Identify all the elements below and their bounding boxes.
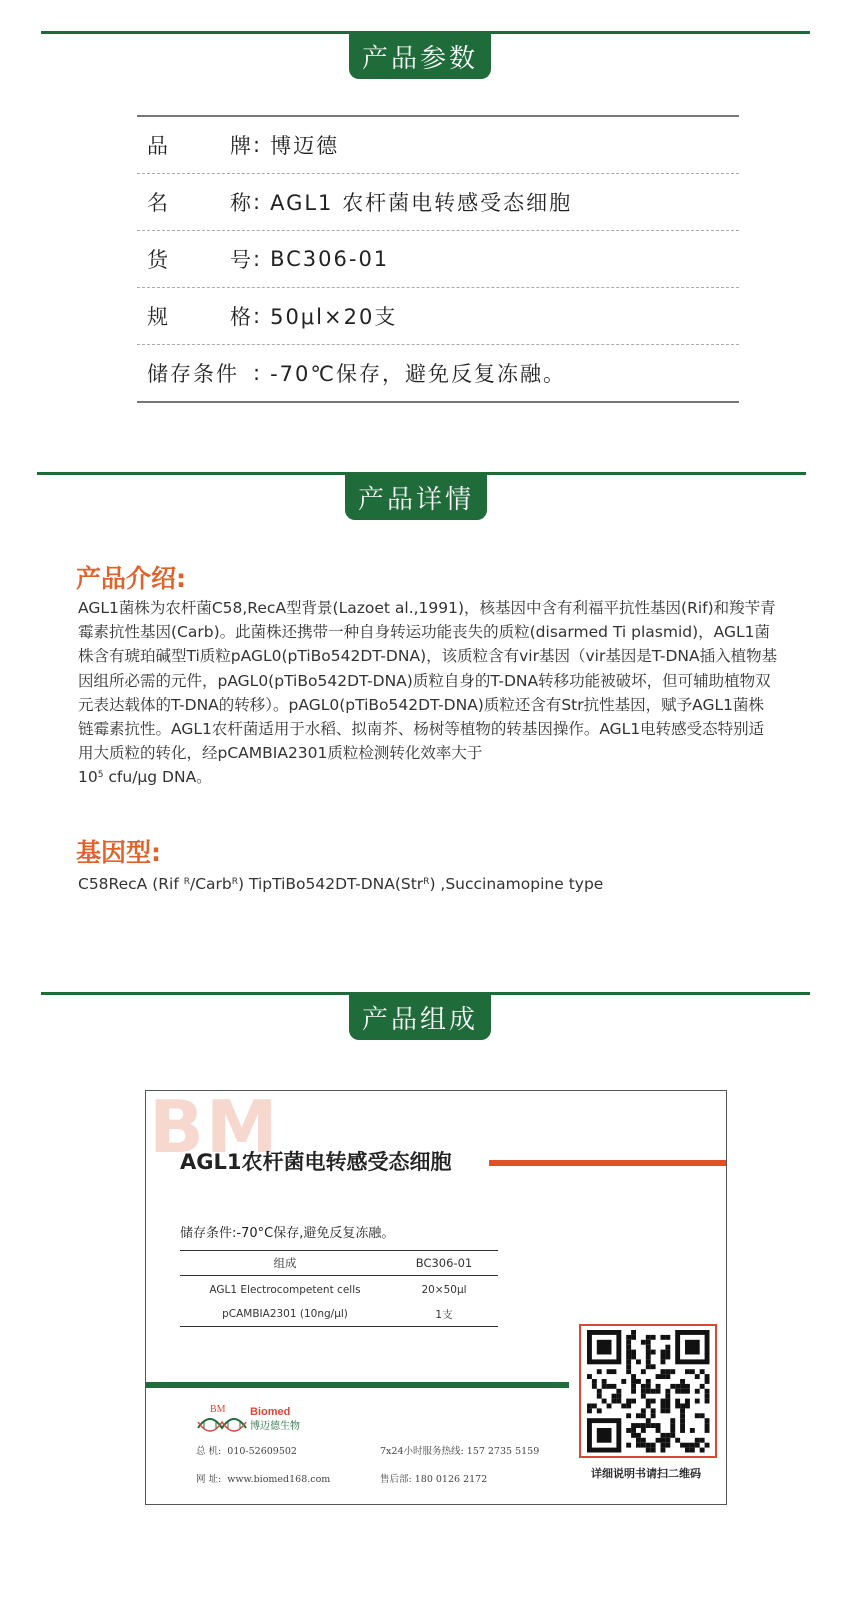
spec-key: 储存条件: [147, 362, 239, 386]
efficiency-unit: cfu/μg DNA。: [103, 768, 212, 787]
spec-row-storage: 储存条件 : -70℃保存，避免反复冻融。: [137, 345, 739, 401]
section-title-composition: 产品组成: [349, 994, 491, 1040]
spec-value-storage: -70℃保存，避免反复冻融。: [270, 362, 566, 386]
card-title: AGL1农杆菌电转感受态细胞: [180, 1150, 452, 1174]
intro-body: AGL1菌株为农杆菌C58,RecA型背景(Lazoet al.,1991)，核基因中含有利福平抗性基因(Rif)和羧苄青霉素抗性基因(Carb)。此菌株还携带一种自身转运功能丧失的质粒(disarmed Ti plasmid)，AGL1菌株含有琥珀碱型Ti质粒pAGL0(pTiBo542DT-DNA)，该质粒含有vir基因（vir基因是T-DNA插入植物基因组所必需的元件，pAGL0(pTiBo542DT-DNA)质粒自身的T-DNA转移功能被破坏，但可辅助植物双元表达载体的T-DNA的转移）。pAGL0(pTiBo542DT-DNA)质粒还含有Str抗性基因，赋予AGL1菌株链霉素抗性。AGL1农杆菌适用于水稻、拟南芥、杨树等植物的转基因操作。AGL1电转感受态特别适用大质粒的转化，经pCAMBIA2301质粒检测转化效率大于: [78, 599, 778, 763]
intro-paragraph: [78, 596, 778, 790]
title-accent-bar: [489, 1160, 726, 1166]
spec-value-catalog: BC306-01: [270, 247, 390, 271]
qr-caption: 详细说明书请扫二维码: [591, 1467, 701, 1480]
phone-line: 总 机: 010-52609502: [196, 1446, 297, 1457]
card-storage: 储存条件:-70°C保存,避免反复冻融。: [180, 1226, 395, 1241]
efficiency-exponent: 5: [97, 770, 104, 781]
section-title-details: 产品详情: [345, 474, 487, 520]
efficiency-base: 10: [78, 768, 98, 787]
svg-text:博迈德生物: 博迈德生物: [250, 1421, 300, 1432]
spec-row-catalog: 货 号 : BC306-01: [137, 231, 739, 288]
spec-value-size: 50μl×20支: [270, 305, 398, 329]
website-line: 网 址: www.biomed168.com: [196, 1474, 331, 1485]
spec-table: [137, 115, 739, 403]
genotype-heading: 基因型:: [76, 838, 161, 867]
green-accent-bar: [146, 1382, 569, 1388]
spec-key: 规 格: [147, 305, 253, 329]
spec-key: 品 牌: [147, 134, 253, 158]
spec-row-brand: 品 牌 : 博迈德: [137, 117, 739, 174]
spec-key: 货 号: [147, 248, 253, 272]
spec-value-brand: 博迈德: [270, 134, 340, 158]
table-row: AGL1 Electrocompetent cells 20×50μl: [209, 1284, 467, 1296]
qr-code-pattern: [581, 1326, 715, 1456]
bm-watermark: BM: [149, 1090, 280, 1169]
aftersale-line: 售后部: 180 0126 2172: [380, 1474, 488, 1485]
product-label-card: [145, 1090, 727, 1505]
spec-value-name: AGL1 农杆菌电转感受态细胞: [270, 191, 573, 215]
composition-table: [180, 1250, 498, 1327]
genotype-text: C58RecA (Rif $^R$/Carb$^R$) TipTiBo542DT-DNA(Str$^R$) ,Succinamopine type: [78, 875, 604, 893]
hotline-line: 7x24小时服务热线: 157 2735 5159: [380, 1446, 540, 1457]
svg-text:BM: BM: [210, 1404, 226, 1415]
spec-row-name: 名 称 : AGL1 农杆菌电转感受态细胞: [137, 174, 739, 231]
table-header: 组成 BC306-01: [180, 1251, 498, 1276]
section-title-params: 产品参数: [349, 33, 491, 79]
svg-text:Biomed: Biomed: [250, 1406, 291, 1418]
spec-key: 名 称: [147, 191, 253, 215]
qr-code[interactable]: [579, 1324, 717, 1458]
biomed-logo: [196, 1400, 326, 1436]
intro-heading: 产品介绍:: [76, 564, 186, 593]
table-row: pCAMBIA2301 (10ng/μl) 1支: [222, 1308, 453, 1321]
spec-row-size: 规 格 : 50μl×20支: [137, 288, 739, 345]
